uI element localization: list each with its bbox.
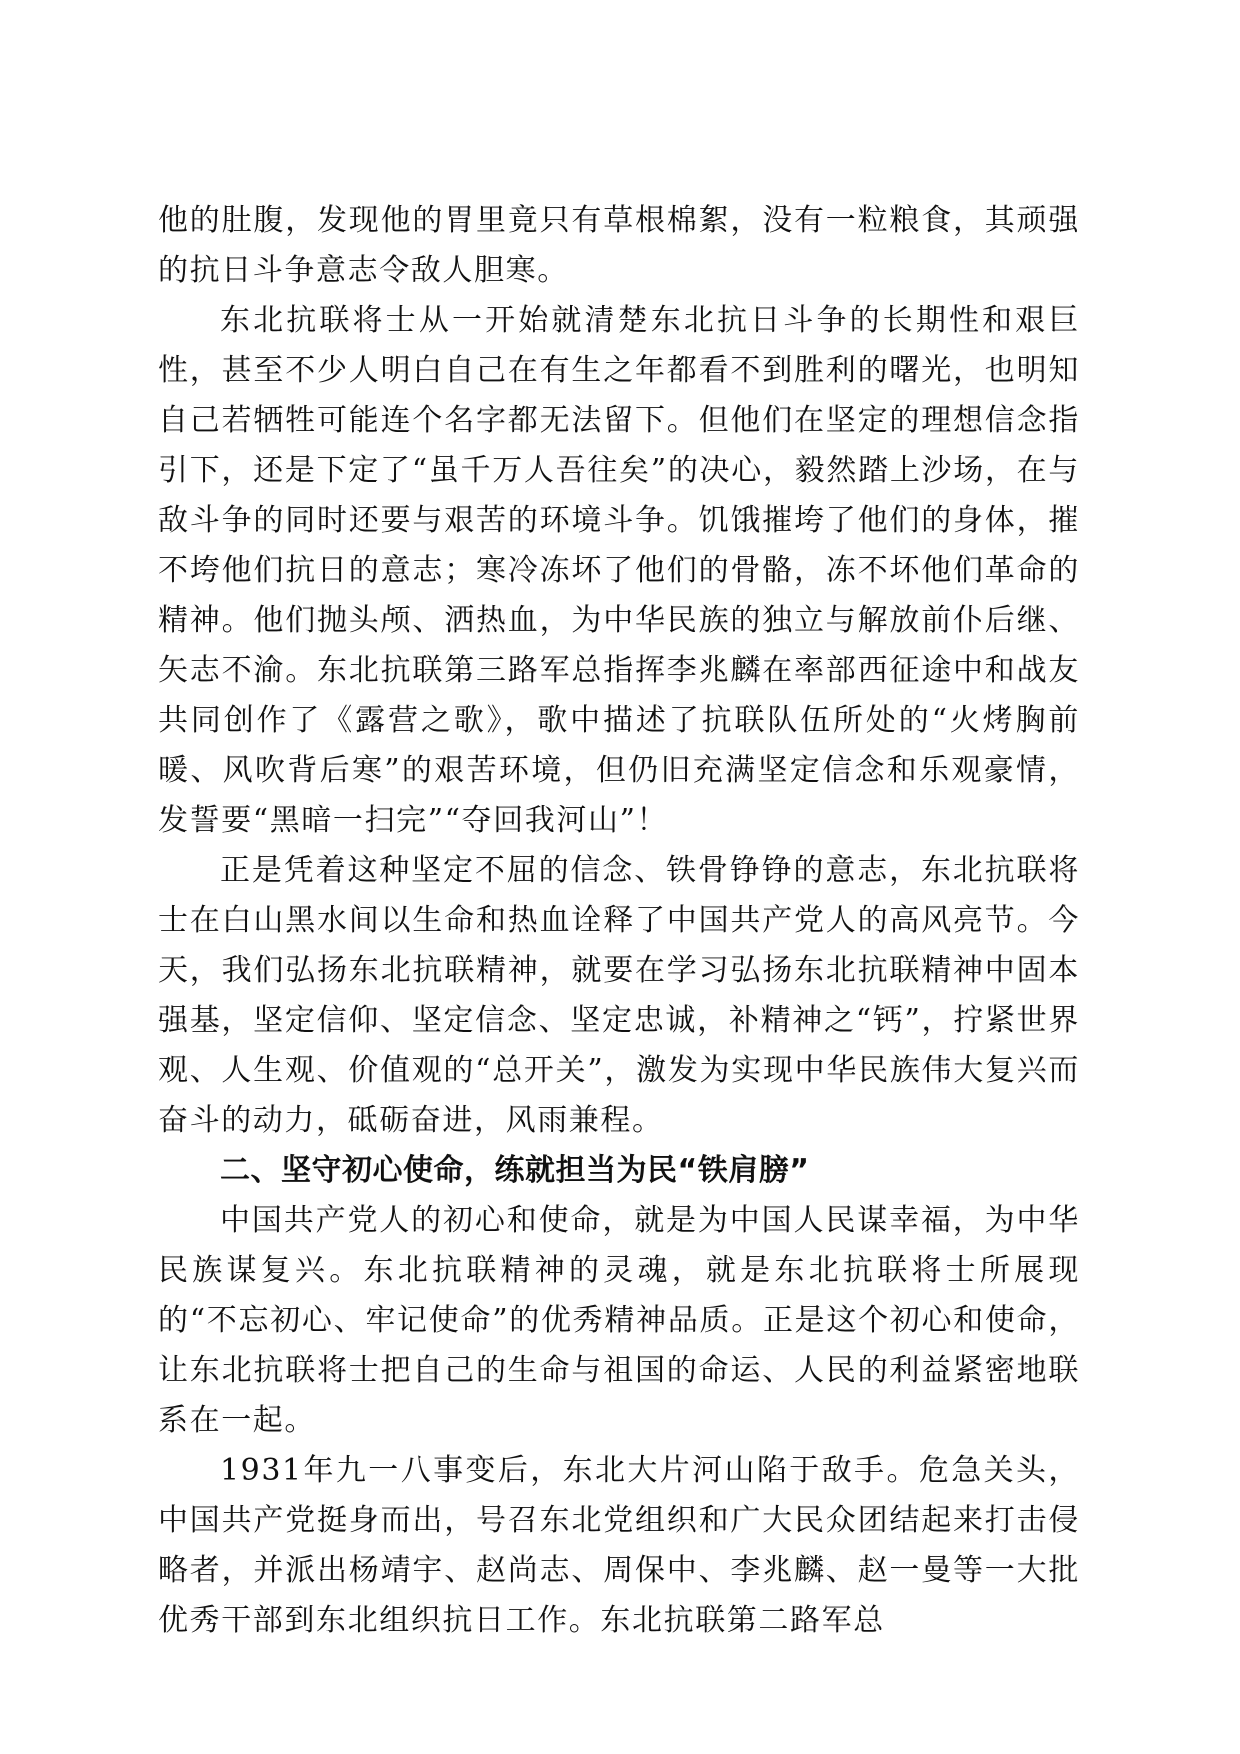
document-body (158, 196, 1080, 1646)
paragraph-mission: 中国共产党人的初心和使命，就是为中国人民谋幸福，为中华民族谋复兴。东北抗联精神的灵魂，就是东北抗联将士所展现的“不忘初心、牢记使命”的优秀精神品质。正是这个初心和使命，让东北抗联将士把自己的生命与祖国的命运、人民的利益紧密地联系在一起。 (158, 1203, 1080, 1438)
paragraph-belief: 正是凭着这种坚定不屈的信念、铁骨铮铮的意志，东北抗联将士在白山黑水间以生命和热血诠释了中国共产党人的高风亮节。今天，我们弘扬东北抗联精神，就要在学习弘扬东北抗联精神中固本强基，坚定信仰、坚定信念、坚定忠诚，补精神之“钙”，拧紧世界观、人生观、价值观的“总开关”，激发为实现中华民族伟大复兴而奋斗的动力，砥砺奋进，风雨兼程。 (158, 853, 1080, 1138)
paragraph-continuation: 他的肚腹，发现他的胃里竟只有草根棉絮，没有一粒粮食，其顽强的抗日斗争意志令敌人胆寒。 (158, 203, 1080, 288)
paragraph-hardship: 东北抗联将士从一开始就清楚东北抗日斗争的长期性和艰巨性，甚至不少人明白自己在有生之年都看不到胜利的曙光，也明知自己若牺牲可能连个名字都无法留下。但他们在坚定的理想信念指引下，还是下定了“虽千万人吾往矣”的决心，毅然踏上沙场，在与敌斗争的同时还要与艰苦的环境斗争。饥饿摧垮了他们的身体，摧不垮他们抗日的意志；寒冷冻坏了他们的骨骼，冻不坏他们革命的精神。他们抛头颅、洒热血，为中华民族的独立与解放前仆后继、矢志不渝。东北抗联第三路军总指挥李兆麟在率部西征途中和战友共同创作了《露营之歌》，歌中描述了抗联队伍所处的“火烤胸前暖、风吹背后寒”的艰苦环境，但仍旧充满坚定信念和乐观豪情，发誓要“黑暗一扫完”“夺回我河山”！ (158, 303, 1080, 838)
section-heading: 二、坚守初心使命，练就担当为民“铁肩膀” (220, 1153, 810, 1188)
paragraph-history: 1931年九一八事变后，东北大片河山陷于敌手。危急关头，中国共产党挺身而出，号召东北党组织和广大民众团结起来打击侵略者，并派出杨靖宇、赵尚志、周保中、李兆麟、赵一曼等一大批优秀干部到东北组织抗日工作。东北抗联第二路军总 (158, 1453, 1080, 1638)
